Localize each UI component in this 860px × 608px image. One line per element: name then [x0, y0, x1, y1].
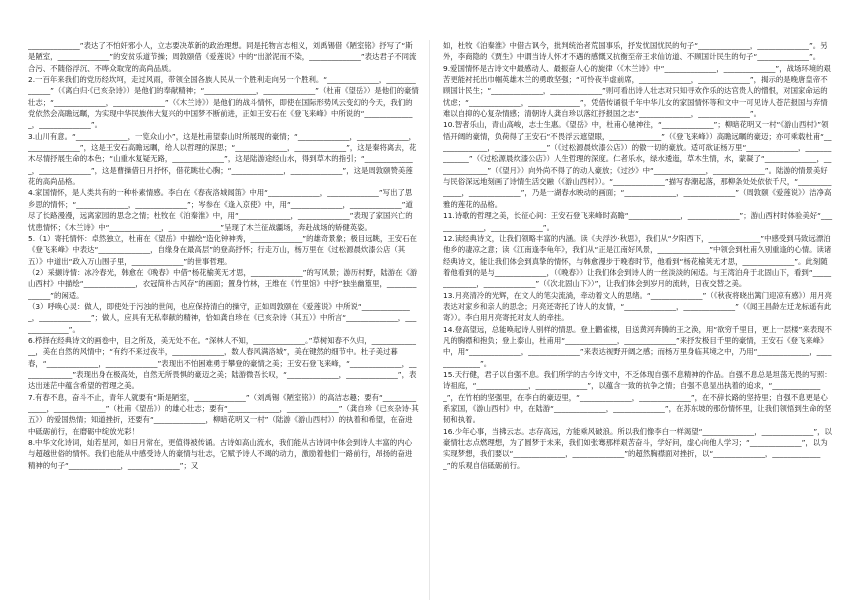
question-10: 10.智者乐山，青山高峻，志士生惠。《望岳》中，杜甫心驰神往，“______________”；柳暗花明又一村“《游山西村》”领悟开阔的豪情，负荷得了王安石“不畏浮云遮望眼，______________”（《登飞来峰》）高瞻远瞩的豪迈；亦可乘载杜甫“______________，______________”（《过松源晨炊漆公店》）的傲一切的豪放。适可欲证杨万里“______________，______________”（《过松源晨炊漆公店》）人生哲理的深度。仁者乐水，绿水逶迤，草木生情，水，蒙凝了“______________，______________”（《望月》）向外尚不得了的动人豪放；《过沙》中“______________，______________”。陆游的情景美好与民俗深远地刻画了诗情生活交融（《游山西村》）。“______________”描写春潮起落，那柳条处处依依千尺，“______________，______________”，乃是一湖春水映动的画面；“______________，______________”（周敦颐《爱莲说》）洁净高雅的莲花的品格。 — [443, 120, 832, 209]
question-5-1: 5.（1）寄托情怀：卓然独立，杜甫在《望岳》中描绘“造化钟神秀，______________”的雄奇景象；极目远眺，王安石在《登飞来峰》中表达“______________，自缘身在最高层”的登高抒怀；行走万山，杨万里在《过松源晨炊漆公店（其五）》中道出“政入万山围子里，______________”的世事哲理。 — [28, 233, 417, 266]
question-9: 9.爱国情怀是古诗文中最感动人、最振奋人心的旋律（《木兰诗》中“______________，______________”，战场环境的艰苦更能衬托出巾帼英雄木兰的勇敢坚强；“可怜夜半虚前席，______________，______________”，揭示的是晚唐皇帝不顾国计民生；“______________，______________”则可看出诗人壮志对只知寻欢作乐的达官贵人的憎恨，对国家命运的忧虑；“______________，______________”，凭借传诵很千年中华儿女的家国情怀等和文中一可见诗人苍茫报国与弃情难以自抑的心复杂情感；清朝诗人龚自珍以落红抒报国之志“______________，______________”。 — [443, 63, 831, 119]
column-divider — [429, 40, 430, 600]
question-11: 11.诗歌的哲理之美，长征心间：王安石登飞来峰时高瞻“______________，______________”；游山西村时体验美好“______________，______________”。 — [443, 211, 833, 232]
question-14: 14.登高望远，总能唤起诗人别样的情思。登上鹳雀楼，目送黄河奔腾的王之涣，用“欲穷千里目，更上一层楼”来表现不凡的胸襟和抱负；登上泰山，杜甫用“______________，______________”来抒发极目千里的豪情，王安石《登飞来峰》中，用“______________，______________”来表达视野开阔之感；而杨万里身临其境之中，乃用“______________，______________”。 — [443, 324, 832, 368]
question-5-3: （3）呼唤心灵：做人，即使处于污浊的世间，也应保持清白的操守，正如周敦颐在《爱莲说》中所说“______________，______________”；做人，应具有无私奉献的精神，恰如龚自珍在《已亥杂诗（其五）》中所言“______________，______________”。 — [28, 301, 417, 334]
left-column — [28, 40, 419, 600]
question-5-2: （2）采撷诗情：冰冷春光，韩愈在《晚春》中借“杨花榆荚无才思，______________”的写风景；游历村野，陆游在《游山西村》中描绘“______________，衣冠简朴古风存”的画面；置身竹林，王维在《竹里馆》中抒“独坐幽篁里，______________”的闲适。 — [28, 267, 418, 300]
question-7: 7.有春不息，奋斗不止，青年人就要有“斯是陋室，______________”（刘禹锡《陋室铭》）的高洁志趣；要有“______________，______________”（杜甫《望岳》）的雄心壮志；要有“______________，______________”（龚自珍《已亥杂诗·其五》）的爱国热情；知道挫折，还要有“______________，柳暗花明又一村”（陆游《游山西村》）的执着和希望，在奋进中砥砺前行，在磨砺中绽放光彩！ — [28, 392, 419, 436]
paragraph-left-0: ______________”表达了不怕奸邪小人，立志要决革新的政治理想。同是托物言志相义，刘禹锡借《陋室铭》抒写了“斯是陋室，______________”的安贫乐道节操；周敦颐借《爱莲说》中的“出淤泥而不染，______________”表达君子不同流合污、不随俗浮沉、不哗众取宠的高尚品质。 — [28, 41, 417, 73]
question-3: 3.山川有意。“______________，一览众山小”，这是杜甫望泰山时所展现的豪情；“______________，______________，______________”，这是王安石高瞻远瞩，给人以哲理的深思；“______________，______________”，这是秦将离去，花木尽情抒展生命的本色；“山重水复疑无路，______________”，这是陆游途经山水，得到草木的指引；“______________，______________”，这是曹操借日月抒怀，借花眺壮心胸；“______________，______________”，这是周敦颐赞美莲花的高尚品格。 — [28, 131, 417, 187]
question-15: 15.天行健，君子以自强不息。我们所学的古今诗文中，不乏体现自强不息精神的作品。自强不息总是坦荡无畏的写照：诗祖庭，“______________，______________”，以蕴含一致的抗争之情；自强不息显出执着的追求，“______________”，在竹柏的坚强里，在李白的豪迈里，“______________，______________”，在不辞长路的坚持里；自强不息更是心系家国，《游山西村》中，在陆游“______________，______________”，在苏东坡的那份情怀里，让我们领悟到生命的坚韧和执着。 — [443, 369, 832, 425]
question-4: 4.家国情怀，是人类共有的一种朴素情感。李白在《春夜洛城闻笛》中用“______________，______________”写出了思乡思的情怀；“______________，______________”；岑参在《逢入京使》中，用“______________，______________”道尽了长路漫漫，远离家园的思念之情；杜牧在《泊秦淮》中，用“______________，______________”表现了家国兴亡的忧患情怀；《木兰诗》中“______________，______________”呈现了木兰征战疆场，奔赴战场的矫健英姿。 — [28, 188, 413, 232]
question-13: 13.月亮清冷的光辉，在文人的笔尖流淌，牵动着文人的思绪。“______________”（《秋夜将晓出篱门迎凉有感》）用月亮表达对家乡和亲人的思念；月亮还寄托了诗人的友情，“______________，______________”（《闻王昌龄左迁龙标遥有此寄》）。李白用月亮寄托对友人的牵挂。 — [443, 290, 832, 323]
question-6: 6.栉择在经典诗文的画卷中，目之所及，美无处不在。“深林人不知，______________。”草树知春不久归，______________，美在自然的风情中；“有约不来过夜半，______________，数人春风满洛城”，美在键然的细节中。杜子美过暮春，“______________，______________”表现出不怕困难勇于攀登的豪情之美；王安石登飞来峰，“______________，______________”表现出身在极高处，自然无所畏惧的豪迈之美；陆游微吾长叹，“______________，______________”，表达出迷茫中蕴含希望的哲理之美。 — [28, 335, 417, 391]
question-16: 16.少年心事，当拂云志。志存高远，方能乘风破浪。所以我们像李白一样渴望“______________，______________”，以豪情壮志点燃理想，为了圆梦于未来，我们如张骞那样艰苦奋斗，学好问，虚心向他人学习；“______________”，以为实现梦想，我们要以“______________，______________”的超然胸襟面对挫折，以“______________，______________”的乐观自信砥砺前行。 — [443, 426, 832, 470]
question-2: 2.一百年来我们的党历经坎坷，走过风雨，带领全国各族人民从一个胜利走向另一个胜利。“______________，______________”（《离白归·《已亥杂诗》）是他们的奉献精神；“______________，______________”（杜甫《望岳》）是他们的豪情壮志；“______________，______________”（《木兰诗》）是他们的战斗情怀，即使在国际形势风云变幻的今天，我们的党依然会高瞻远瞩，为实现中华民族伟大复兴的中国梦不断前进，正如王安石在《登飞来峰》中所说的“______________，______________”。 — [28, 75, 419, 130]
question-8: 8.中华文化诗词，灿若星河，如日月常在，更值得被传诵。古诗如高山流水，我们能从古诗词中体会到诗人丰富的内心与超越世俗的情怀。我们也能从中感受诗人的豪情与壮志，它赋予诗人不竭的动力，激励着他们一路前行，昂扬的奋进精神的句子“______________，______________”；又 — [28, 438, 413, 470]
paragraph-right-0: 如，杜牧《泊秦淮》中借古讽今，批判统治者荒国事乐，抒发忧国忧民的句子“______________，______________”。另外，李商隐的《贾生》中谓当诗人怀才不遇的感慨又抗衡至帝王求仙访道、不顾国计民生的句子“______________”。 — [443, 41, 828, 62]
right-column — [443, 40, 834, 600]
question-12: 12.读经典诗文，让我们领略丰富的内涵。读《夫浮沙·秋思》，我们从“夕阳西下，______________”中感受到马致远漂泊他乡的凄凉之意；读《江南逢李龟年》，我们从“正是江南好风景，______________”中领会到杜甫久别重逢的心情。读诸经典诗文，能让我们体会到真挚的情怀，与韩愈漫步于晚春时节，他看到“杨花榆荚无才思，______________”。此刻随着他看到的是与______________，（《晚春》）让我们体会到诗人的一丝淡淡的闲适。与王湾泊舟于北固山下，看到“______________，______________”（《次北固山下》）”，让我们体会到岁月的流转，日夜交替之美。 — [443, 233, 832, 289]
